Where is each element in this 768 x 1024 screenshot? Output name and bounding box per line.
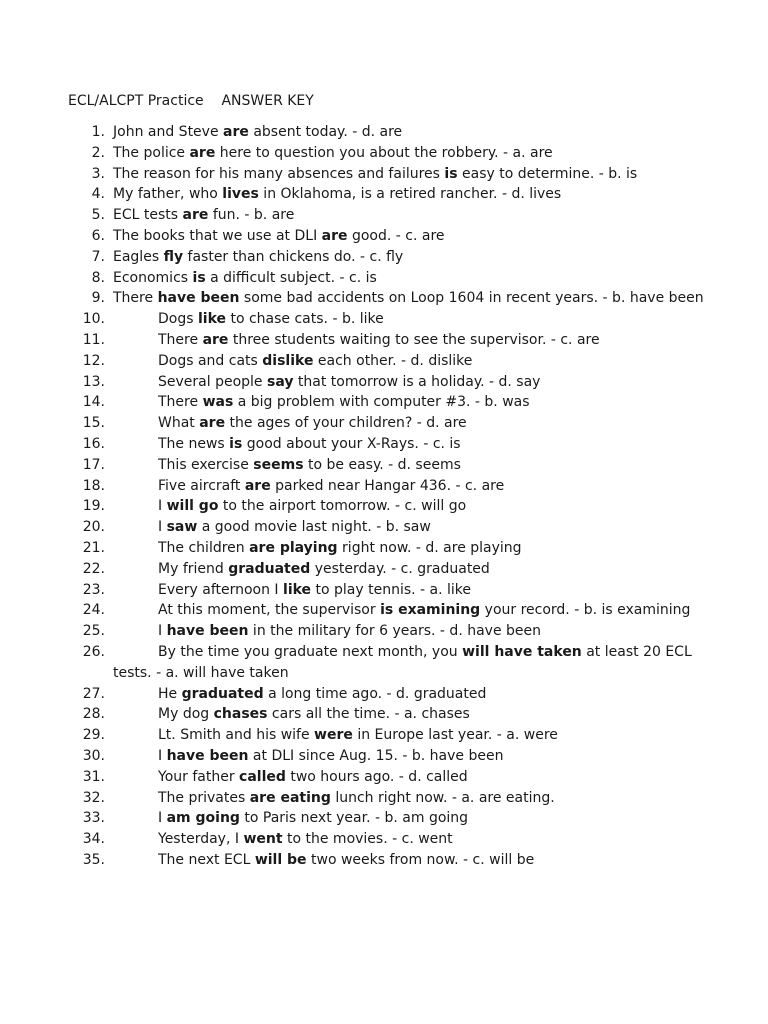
item-text-after: in Europe last year. - a. were: [352, 727, 558, 744]
item-text-after: good. - c. are: [347, 227, 445, 244]
item-verb: like: [197, 311, 227, 328]
list-item: [0, 496, 720, 517]
item-text: [113, 372, 720, 393]
item-verb: are: [223, 124, 249, 140]
item-verb: have been: [166, 747, 249, 764]
item-number: 24.: [82, 602, 105, 619]
item-text-before: Economics: [113, 269, 193, 286]
list-item: [0, 746, 720, 767]
item-verb: have been: [166, 623, 249, 640]
item-verb: is: [229, 435, 243, 452]
list-item: [0, 767, 720, 788]
item-text-before: Several people: [158, 373, 267, 390]
item-text-after: easy to determine. - b. is: [457, 165, 638, 182]
list-item: [0, 164, 720, 185]
list-item: [0, 725, 720, 746]
item-text-before: The next ECL: [158, 851, 255, 868]
item-number: 27.: [82, 685, 105, 702]
list-item: [0, 205, 720, 226]
item-number: 11.: [82, 331, 105, 348]
item-text-after: to be easy. - d. seems: [303, 456, 461, 473]
item-verb: are: [182, 207, 209, 224]
item-text: [113, 829, 720, 850]
item-verb: fly: [163, 248, 184, 265]
item-text: [113, 184, 720, 205]
item-text-after: to Paris next year. - b. am going: [239, 810, 469, 827]
item-number: 23.: [82, 581, 105, 598]
item-text-after: a big problem with computer #3. - b. was: [233, 394, 530, 411]
list-item: [0, 122, 720, 143]
list-item: [0, 226, 720, 247]
item-text-before: Every afternoon I: [158, 581, 284, 598]
item-number: 28.: [82, 706, 105, 723]
item-number: 29.: [82, 727, 105, 744]
item-text-after: faster than chickens do. - c. fly: [183, 248, 404, 265]
list-item: [0, 268, 720, 289]
list-item: [0, 351, 720, 372]
item-text: [113, 351, 720, 372]
item-text-before: The news: [158, 435, 230, 452]
item-text-after: here to question you about the robbery. - a. are: [215, 144, 553, 161]
item-text-after: each other. - d. dislike: [313, 352, 473, 369]
list-item: [0, 580, 720, 601]
item-number: 17.: [82, 456, 105, 473]
item-number: 16.: [82, 435, 105, 452]
item-text-before: The children: [158, 539, 250, 556]
item-text-before: The books that we use at DLI: [113, 227, 322, 244]
item-text-before: Lt. Smith and his wife: [158, 727, 315, 744]
item-text-after: a difficult subject. - c. is: [205, 269, 377, 286]
item-verb: are: [244, 477, 271, 494]
item-text: [113, 788, 720, 809]
list-item: [0, 372, 720, 393]
item-text-before: Yesterday, I: [158, 831, 244, 848]
item-text: [113, 704, 720, 725]
item-text-before: John and Steve: [113, 124, 224, 140]
item-verb: graduated: [181, 685, 264, 702]
item-text-after: to the movies. - c. went: [282, 831, 453, 848]
item-text: [113, 725, 720, 746]
item-verb: are eating: [249, 789, 331, 806]
item-text-after: two hours ago. - d. called: [285, 768, 468, 785]
answer-list: [0, 122, 720, 871]
item-text-before: At this moment, the supervisor: [158, 602, 381, 619]
item-verb: were: [314, 727, 353, 744]
item-number: 34.: [82, 831, 105, 848]
item-number: 7.: [91, 248, 105, 265]
item-verb: went: [243, 831, 283, 848]
item-text-before: Your father: [158, 768, 240, 785]
item-text-after: fun. - b. are: [208, 207, 295, 224]
item-text: [113, 288, 720, 309]
item-number: 35.: [82, 851, 105, 868]
item-verb: are playing: [249, 539, 338, 556]
item-text: [113, 268, 720, 289]
item-verb: is: [444, 165, 458, 182]
item-text-before: My friend: [158, 560, 229, 577]
item-number: 5.: [91, 207, 105, 224]
item-text-after: to the airport tomorrow. - c. will go: [218, 498, 467, 515]
item-text: [113, 309, 720, 330]
item-verb: dislike: [262, 352, 314, 369]
item-verb: are: [321, 227, 348, 244]
item-text-after: parked near Hangar 436. - c. are: [270, 477, 505, 494]
item-text-before: There: [158, 394, 203, 411]
item-text-before: Dogs and cats: [158, 352, 263, 369]
item-verb: are: [202, 331, 229, 348]
list-item: [0, 392, 720, 413]
item-verb: graduated: [228, 560, 311, 577]
item-text-before: Five aircraft: [158, 477, 245, 494]
item-number: 22.: [82, 560, 105, 577]
item-text-before: By the time you graduate next month, you: [158, 643, 463, 660]
item-text-after: to play tennis. - a. like: [311, 581, 472, 598]
item-verb: is examining: [380, 602, 481, 619]
item-text-after: at DLI since Aug. 15. - b. have been: [248, 747, 504, 764]
item-verb: like: [283, 581, 312, 598]
item-text-before: The police: [113, 144, 190, 161]
list-item: [0, 600, 720, 621]
item-number: 31.: [82, 768, 105, 785]
list-item: [0, 621, 720, 642]
item-verb: have been: [157, 290, 240, 307]
item-text: [113, 746, 720, 767]
item-text-after: the ages of your children? - d. are: [225, 415, 467, 432]
item-verb: saw: [166, 519, 198, 536]
item-text-after: a long time ago. - d. graduated: [263, 685, 487, 702]
item-text-after: lunch right now. - a. are eating.: [330, 789, 555, 806]
item-text: [113, 496, 720, 517]
item-text-before: What: [158, 415, 200, 432]
item-number: 9.: [91, 290, 105, 307]
list-item: [0, 559, 720, 580]
item-text: [113, 559, 720, 580]
item-text-after: in the military for 6 years. - d. have been: [248, 623, 542, 640]
item-text: [113, 600, 720, 621]
item-text: [113, 767, 720, 788]
item-number: 32.: [82, 789, 105, 806]
item-text-after: cars all the time. - a. chases: [267, 706, 470, 723]
item-text-before: I: [158, 810, 167, 827]
item-text: [113, 684, 720, 705]
item-verb: lives: [222, 186, 259, 203]
list-item: [0, 829, 720, 850]
item-verb: say: [266, 373, 294, 390]
list-item: [0, 684, 720, 705]
item-text-before: I: [158, 498, 167, 515]
item-text: [113, 476, 720, 497]
item-text-before: The reason for his many absences and failures: [113, 165, 445, 182]
list-item: [0, 808, 720, 829]
item-text-before: I: [158, 519, 167, 536]
list-item: [0, 434, 720, 455]
item-verb: is: [192, 269, 206, 286]
item-text-after: two weeks from now. - c. will be: [306, 851, 535, 868]
item-text-after: right now. - d. are playing: [337, 539, 522, 556]
item-text-before: This exercise: [158, 456, 254, 473]
item-verb: chases: [213, 706, 268, 723]
list-item: [0, 455, 720, 476]
item-number: 1.: [91, 124, 105, 140]
item-number: 10.: [82, 311, 105, 328]
item-text: [113, 392, 720, 413]
item-verb: am going: [166, 810, 240, 827]
item-text-before: There: [113, 290, 158, 307]
item-text: [113, 517, 720, 538]
item-text-after: good about your X-Rays. - c. is: [242, 435, 461, 452]
list-item: [0, 330, 720, 351]
item-number: 12.: [82, 352, 105, 369]
item-verb: will go: [166, 498, 219, 515]
item-verb: are: [189, 144, 216, 161]
item-text-after: yesterday. - c. graduated: [310, 560, 490, 577]
item-text: [113, 247, 720, 268]
item-number: 13.: [82, 373, 105, 390]
list-item: [0, 850, 720, 871]
item-text-after: absent today. - d. are: [248, 124, 403, 140]
list-item: [0, 184, 720, 205]
list-item: [0, 143, 720, 164]
item-text-before: Dogs: [158, 311, 198, 328]
list-item: [0, 247, 720, 268]
item-text-after: that tomorrow is a holiday. - d. say: [293, 373, 541, 390]
item-text-before: The privates: [158, 789, 250, 806]
item-text-after: at least 20 ECL tests. - a. will have taken: [113, 643, 692, 681]
item-text: [113, 434, 720, 455]
item-text-before: He: [158, 685, 182, 702]
item-text-before: Eagles: [113, 248, 164, 265]
page-title: ECL/ALCPT Practice ANSWER KEY: [68, 93, 314, 109]
item-text: [113, 455, 720, 476]
item-number: 20.: [82, 519, 105, 536]
list-item: [0, 642, 720, 684]
item-number: 26.: [82, 643, 105, 660]
item-text-after: a good movie last night. - b. saw: [197, 519, 431, 536]
item-text-before: I: [158, 747, 167, 764]
item-number: 8.: [91, 269, 105, 286]
item-text: [113, 226, 720, 247]
item-text-before: My father, who: [113, 186, 223, 203]
item-text: [113, 330, 720, 351]
list-item: [0, 704, 720, 725]
item-verb: will be: [254, 851, 307, 868]
item-number: 6.: [91, 227, 105, 244]
item-text-after: three students waiting to see the supervisor. - c. are: [228, 331, 600, 348]
item-verb: will have taken: [462, 643, 582, 660]
item-text: [113, 143, 720, 164]
list-item: [0, 517, 720, 538]
item-number: 25.: [82, 623, 105, 640]
item-text: [113, 538, 720, 559]
list-item: [0, 788, 720, 809]
item-text: [113, 164, 720, 185]
item-text: [113, 621, 720, 642]
list-item: [0, 288, 720, 309]
item-text: [113, 122, 720, 143]
item-text: [113, 850, 720, 871]
item-text-before: My dog: [158, 706, 214, 723]
item-text-after: your record. - b. is examining: [480, 602, 691, 619]
item-number: 21.: [82, 539, 105, 556]
item-text-after: to chase cats. - b. like: [226, 311, 384, 328]
list-item: [0, 538, 720, 559]
item-number: 18.: [82, 477, 105, 494]
item-verb: are: [199, 415, 226, 432]
item-number: 3.: [91, 165, 105, 182]
item-text-after: some bad accidents on Loop 1604 in recent years. - b. have been: [239, 290, 704, 307]
item-text: [113, 642, 720, 684]
item-number: 30.: [82, 747, 105, 764]
item-verb: called: [239, 768, 286, 785]
item-number: 4.: [91, 186, 105, 203]
item-text: [113, 205, 720, 226]
list-item: [0, 309, 720, 330]
item-number: 33.: [82, 810, 105, 827]
list-item: [0, 413, 720, 434]
item-verb: seems: [253, 456, 304, 473]
item-text-after: in Oklahoma, is a retired rancher. - d. lives: [258, 186, 562, 203]
item-number: 19.: [82, 498, 105, 515]
item-text: [113, 808, 720, 829]
item-text-before: I: [158, 623, 167, 640]
item-number: 15.: [82, 415, 105, 432]
item-number: 14.: [82, 394, 105, 411]
item-number: 2.: [91, 144, 105, 161]
item-text-before: ECL tests: [113, 207, 183, 224]
item-text: [113, 580, 720, 601]
list-item: [0, 476, 720, 497]
item-text: [113, 413, 720, 434]
item-verb: was: [202, 394, 234, 411]
item-text-before: There: [158, 331, 203, 348]
